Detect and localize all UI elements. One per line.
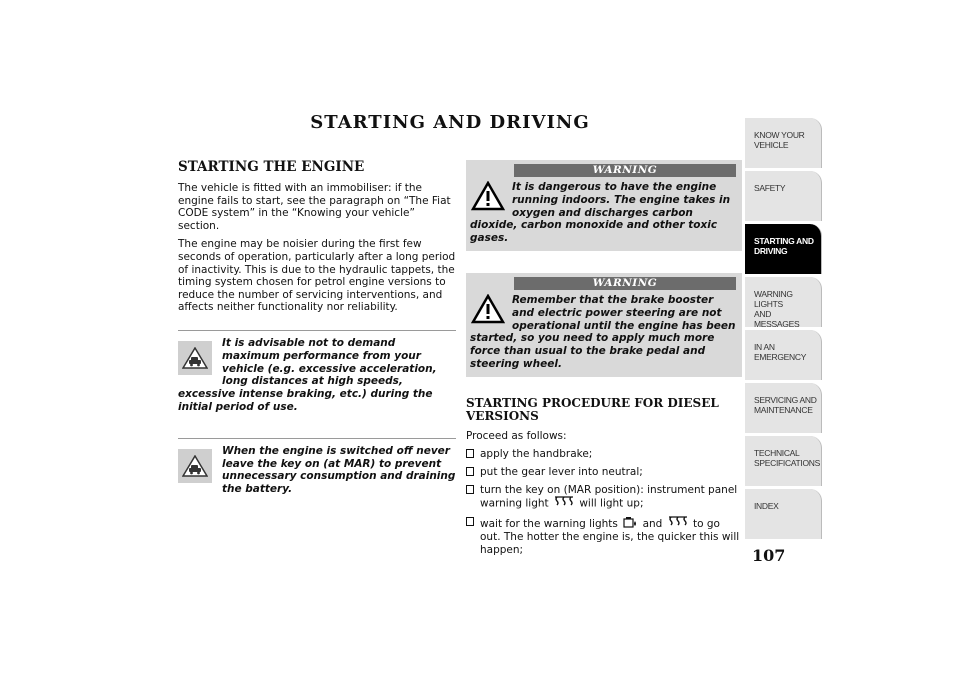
engine-noise-paragraph: The engine may be noisier during the first few seconds of operation, particularly after a long period of inactivity. This is due to the hydraulic tappets, the timing system chosen for petrol engine versions to reduce the number of servicing interventions, and affects neither functionality nor reliability. — [178, 238, 456, 314]
left-column — [178, 160, 456, 505]
warning-triangle-icon — [468, 292, 508, 326]
warning-text: Remember that the brake booster and electric power steering are not operational until the engine has been started, so you need to apply much more force than usual to the brake pedal and steering wheel. — [470, 293, 736, 370]
warning-box-indoors — [466, 160, 742, 251]
checkbox-bullet-icon — [466, 517, 474, 526]
chapter-tab-label: TECHNICAL SPECIFICATIONS — [754, 448, 821, 468]
checkbox-bullet-icon — [466, 449, 474, 458]
chapter-tab[interactable] — [745, 330, 822, 380]
diesel-procedure-heading: STARTING PROCEDURE FOR DIESEL VERSIONS — [466, 395, 719, 423]
chapter-tab-label: STARTING AND DRIVING — [754, 236, 814, 256]
chapter-tab-label: KNOW YOUR VEHICLE — [754, 130, 805, 150]
warning-title: WARNING — [514, 277, 736, 290]
immobiliser-paragraph: The vehicle is fitted with an immobiliser: if the engine fails to start, see the paragraph on “The Fiat CODE system” in the “Knowing your vehicle” section. — [178, 182, 451, 232]
warning-box-brake — [466, 273, 742, 377]
page-number: 107 — [752, 546, 786, 565]
chapter-tab[interactable] — [745, 118, 822, 168]
chapter-tab-label: INDEX — [754, 501, 779, 511]
key-off-note — [178, 438, 456, 505]
chapter-tab-label: SAFETY — [754, 183, 786, 193]
chapter-tab[interactable] — [745, 277, 822, 327]
procedure-intro: Proceed as follows: — [466, 429, 567, 442]
checkbox-bullet-icon — [466, 467, 474, 476]
chapter-tab[interactable] — [745, 171, 822, 221]
water-in-fuel-icon — [623, 516, 637, 532]
warning-title: WARNING — [514, 164, 736, 177]
chapter-tab-label: WARNING LIGHTS AND MESSAGES — [754, 289, 800, 329]
chapter-tab[interactable] — [745, 383, 822, 433]
glow-plug-icon — [668, 516, 688, 531]
list-item: wait for the warning lights and to go out. The hotter the engine is, the quicker this will happen; — [466, 516, 742, 557]
car-caution-icon — [178, 449, 212, 483]
performance-note — [178, 330, 456, 414]
warning-triangle-icon — [468, 179, 508, 213]
car-caution-icon — [178, 341, 212, 375]
list-item: apply the handbrake; — [466, 448, 742, 461]
list-item: turn the key on (MAR position): instrument panel warning light will light up; — [466, 484, 742, 511]
warning-text: It is dangerous to have the engine running indoors. The engine takes in oxygen and discharges carbon dioxide, carbon monoxide and other toxic gases. — [470, 181, 731, 245]
chapter-tab-label: IN AN EMERGENCY — [754, 342, 807, 362]
starting-engine-heading: STARTING THE ENGINE — [178, 159, 365, 175]
performance-note-text: It is advisable not to demand maximum performance from your vehicle (e.g. excessive acceleration, long distances at high speeds, excessive intense braking, etc.) during the initial period of use. — [178, 336, 437, 413]
procedure-steps — [466, 448, 742, 556]
glow-plug-icon — [554, 496, 574, 511]
chapter-tab-label: SERVICING AND MAINTENANCE — [754, 395, 817, 415]
right-column — [466, 160, 742, 562]
section-title: STARTING AND DRIVING — [310, 112, 590, 133]
chapter-tab[interactable] — [745, 436, 822, 486]
key-off-note-text: When the engine is switched off never leave the key on (at MAR) to prevent unnecessary consumption and draining the battery. — [222, 444, 456, 496]
checkbox-bullet-icon — [466, 485, 474, 494]
chapter-tab[interactable] — [745, 489, 822, 539]
chapter-tabs — [745, 118, 822, 542]
list-item: put the gear lever into neutral; — [466, 466, 742, 479]
chapter-tab[interactable] — [745, 224, 822, 274]
